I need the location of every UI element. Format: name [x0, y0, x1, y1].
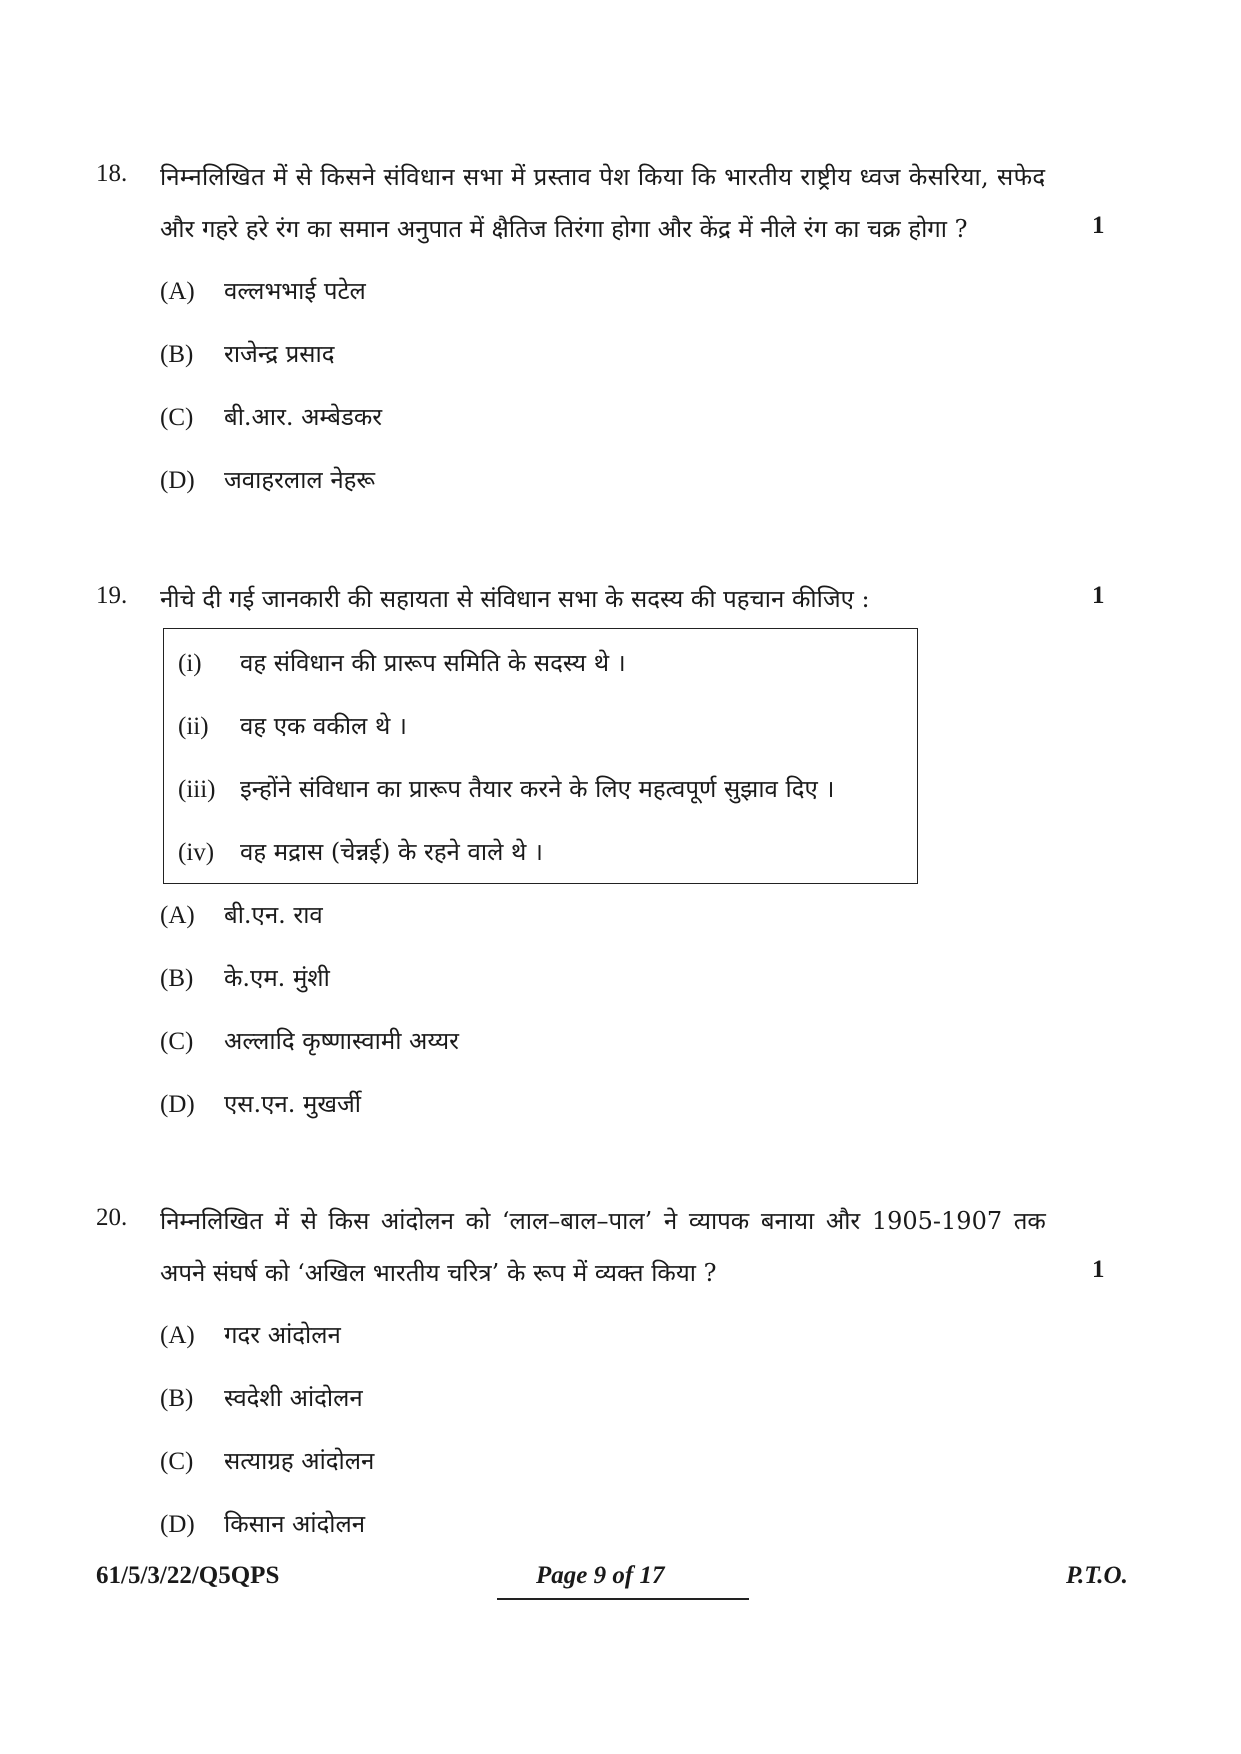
option-label: (A) [160, 902, 195, 929]
option-label: (D) [160, 467, 195, 494]
page-number: Page 9 of 17 [536, 1562, 665, 1589]
option-text: एस.एन. मुखर्जी [224, 1090, 361, 1118]
statement-label: (iii) [178, 776, 216, 803]
statement-label: (iv) [178, 839, 215, 866]
option-label: (D) [160, 1091, 195, 1118]
option-c [160, 1024, 459, 1057]
statement-label: (ii) [178, 713, 209, 740]
option-label: (B) [160, 965, 194, 992]
question-text-line-2: और गहरे हरे रंग का समान अनुपात में क्षैतिज तिरंगा होगा और केंद्र में नीले रंग का चक्र होगा ? [160, 215, 968, 243]
option-label: (B) [160, 341, 194, 368]
option-label: (C) [160, 1028, 194, 1055]
option-b [160, 1381, 363, 1414]
statement-label: (i) [178, 650, 202, 677]
page-number-underline [497, 1598, 749, 1600]
statement-iv [178, 835, 543, 868]
option-a [160, 898, 323, 931]
option-a [160, 274, 366, 307]
question-number: 20. [96, 1204, 128, 1231]
statement-i [178, 646, 626, 679]
option-c [160, 1444, 374, 1477]
option-text: किसान आंदोलन [224, 1510, 366, 1538]
option-label: (B) [160, 1385, 194, 1412]
option-text: वल्लभभाई पटेल [224, 277, 366, 305]
option-d [160, 1507, 365, 1540]
option-label: (D) [160, 1511, 195, 1538]
question-text-line-2: अपने संघर्ष को ‘अखिल भारतीय चरित्र’ के रूप में व्यक्त किया ? [160, 1259, 717, 1287]
option-d [160, 1087, 361, 1120]
statement-text: वह एक वकील थे । [240, 712, 408, 740]
marks: 1 [1092, 1256, 1105, 1283]
option-c [160, 400, 382, 433]
option-d [160, 463, 375, 496]
option-text: बी.एन. राव [224, 901, 323, 929]
option-text: स्वदेशी आंदोलन [224, 1384, 363, 1412]
statement-text: वह संविधान की प्रारूप समिति के सदस्य थे । [240, 649, 626, 677]
marks: 1 [1092, 582, 1105, 609]
pto-label: P.T.O. [1066, 1562, 1128, 1589]
question-number: 18. [96, 160, 128, 187]
statement-text: वह मद्रास (चेन्नई) के रहने वाले थे । [240, 838, 544, 866]
question-text-line-1: नीचे दी गई जानकारी की सहायता से संविधान सभा के सदस्य की पहचान कीजिए : [160, 585, 870, 613]
option-b [160, 337, 334, 370]
option-text: सत्याग्रह आंदोलन [224, 1447, 375, 1475]
option-a [160, 1318, 341, 1351]
statement-ii [178, 709, 407, 742]
option-text: गदर आंदोलन [224, 1321, 341, 1349]
option-label: (C) [160, 1448, 194, 1475]
option-text: अल्लादि कृष्णास्वामी अय्यर [224, 1027, 460, 1055]
marks: 1 [1092, 212, 1105, 239]
option-label: (C) [160, 404, 194, 431]
option-text: राजेन्द्र प्रसाद [224, 340, 335, 368]
option-text: के.एम. मुंशी [224, 964, 330, 992]
option-text: जवाहरलाल नेहरू [224, 466, 376, 494]
statement-iii [178, 772, 834, 805]
option-label: (A) [160, 1322, 195, 1349]
question-number: 19. [96, 582, 128, 609]
question-text-line-1: निम्नलिखित में से किस आंदोलन को ‘लाल–बाल–पाल’ ने व्यापक बनाया और 1905-1907 तक [160, 1207, 1046, 1235]
statement-text: इन्होंने संविधान का प्रारूप तैयार करने के लिए महत्वपूर्ण सुझाव दिए । [240, 775, 835, 803]
option-label: (A) [160, 278, 195, 305]
question-text-line-1: निम्नलिखित में से किसने संविधान सभा में प्रस्ताव पेश किया कि भारतीय राष्ट्रीय ध्वज केसरिया, सफेद [160, 163, 1046, 191]
option-b [160, 961, 330, 994]
option-text: बी.आर. अम्बेडकर [224, 403, 383, 431]
paper-code: 61/5/3/22/Q5QPS [96, 1562, 280, 1589]
